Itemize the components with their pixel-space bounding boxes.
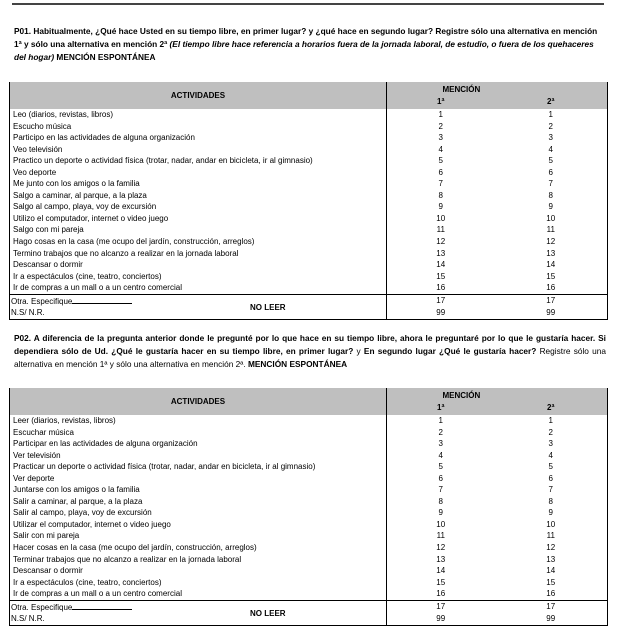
question-text: A diferencia de la pregunta anterior donde le pregunté por lo que hace en su tiempo libre, ahora le preguntaré por lo que le gustaría hacer. Si dependiera sólo de Ud. ¿Qué le gustaría hacer en su tiempo libre, en primer lugar?: [14, 333, 606, 356]
mention-second-code: 11: [495, 224, 608, 236]
table-row: [10, 530, 608, 542]
question-instruction-plain: Registre sólo una alternativa en mención 1ª y sólo una alternativa en mención 2ª.: [14, 346, 606, 369]
mention-first-code: 5: [438, 156, 443, 166]
activity-label: Salgo al campo, playa, voy de excursión: [10, 201, 387, 213]
mention-first-code: 2: [438, 427, 443, 437]
other-first-code: 17: [387, 294, 495, 307]
nsnr-second-code: 99: [495, 613, 608, 625]
mention-second-code: 14: [495, 259, 608, 271]
activity-label: Ir de compras a un mall o a un centro comercial: [10, 588, 387, 600]
activity-label: Juntarse con los amigos o la familia: [10, 484, 387, 496]
other-blank: [72, 295, 132, 304]
mention-second-code: 10: [495, 519, 608, 531]
activity-label: Veo televisión: [10, 144, 387, 156]
table-row-nsnr: [10, 613, 608, 625]
mention-second-code: 8: [495, 496, 608, 508]
activity-label: Descansar o dormir: [10, 259, 387, 271]
mention-second-code: 15: [495, 577, 608, 589]
mention-second-code: 4: [495, 450, 608, 462]
other-label: Otra. Especifique: [11, 296, 73, 306]
mention-second-code: 12: [495, 542, 608, 554]
mention-first-code: 14: [436, 260, 446, 270]
mention-second-code: 13: [495, 554, 608, 566]
mention-second-code: 2: [495, 121, 608, 133]
table-row: [10, 484, 608, 496]
mention-first-code: 9: [438, 202, 443, 212]
activity-label: Escucho música: [10, 121, 387, 133]
mention-second-code: 1: [495, 415, 608, 427]
mention-second-code: 6: [495, 473, 608, 485]
mention-first-code: 15: [436, 271, 446, 281]
no-leer-label: NO LEER: [250, 302, 286, 312]
mention-second-code: 1: [495, 109, 608, 121]
table-row: [10, 461, 608, 473]
mention-first-code: 13: [436, 248, 446, 258]
question-p01: [14, 25, 606, 64]
mention-first-code: 11: [436, 225, 445, 235]
activity-label: Ver televisión: [10, 450, 387, 462]
mention-second-code: 2: [495, 427, 608, 439]
mention-first-code: 6: [438, 167, 443, 177]
table-row: [10, 427, 608, 439]
table-row: [10, 565, 608, 577]
table-row: [10, 248, 608, 260]
header-second: 2ª: [495, 97, 608, 109]
activity-label: Practico un deporte o actividad física (trotar, nadar, andar en bicicleta, ir al gimnasio): [10, 155, 387, 167]
table-row: [10, 450, 608, 462]
activity-label: Salir con mi pareja: [10, 530, 387, 542]
activity-label: Salir a caminar, al parque, a la plaza: [10, 496, 387, 508]
no-leer-label: NO LEER: [250, 608, 286, 618]
table-row: [10, 201, 608, 213]
mention-first-code: 12: [436, 543, 446, 553]
header-activities: ACTIVIDADES: [10, 82, 387, 109]
mention-first-code: 7: [438, 179, 443, 189]
table-row: [10, 542, 608, 554]
question-instruction: MENCIÓN ESPONTÁNEA: [54, 52, 156, 62]
table-row: [10, 213, 608, 225]
table-row: [10, 155, 608, 167]
activity-label: Me junto con los amigos o la familia: [10, 178, 387, 190]
activity-label: Ir a espectáculos (cine, teatro, conciertos): [10, 271, 387, 283]
table-row: [10, 415, 608, 427]
other-second-code: 17: [495, 600, 608, 613]
header-mention: MENCIÓN: [442, 85, 481, 94]
mention-second-code: 10: [495, 213, 608, 225]
question-instruction: MENCIÓN ESPONTÁNEA: [247, 359, 348, 369]
mention-first-code: 4: [438, 450, 443, 460]
nsnr-first-code: 99: [387, 613, 495, 625]
mention-first-code: 8: [438, 496, 443, 506]
activity-label: Ver deporte: [10, 473, 387, 485]
question-note: (El tiempo libre hace referencia a horarios fuera de la jornada laboral, de estudio, o fuera de los quehaceres del hogar): [14, 39, 594, 62]
mention-second-code: 16: [495, 282, 608, 294]
activity-label: Salir al campo, playa, voy de excursión: [10, 507, 387, 519]
activity-label: Participar en las actividades de alguna organización: [10, 438, 387, 450]
other-second-code: 17: [495, 294, 608, 307]
activity-label: Ir a espectáculos (cine, teatro, conciertos): [10, 577, 387, 589]
mention-first-code: 10: [436, 213, 446, 223]
table-row: [10, 109, 608, 121]
mention-first-code: 12: [436, 237, 446, 247]
mention-first-code: 2: [438, 121, 443, 131]
mention-second-code: 9: [495, 201, 608, 213]
mention-first-code: 14: [436, 566, 446, 576]
mention-second-code: 3: [495, 132, 608, 144]
header-first: 1ª: [387, 403, 495, 415]
mention-first-code: 3: [438, 439, 443, 449]
mention-second-code: 14: [495, 565, 608, 577]
mention-second-code: 9: [495, 507, 608, 519]
table-row: [10, 496, 608, 508]
table-row-other: [10, 294, 608, 307]
table-row: [10, 554, 608, 566]
activity-label: Utilizo el computador, internet o video juego: [10, 213, 387, 225]
header-mention: MENCIÓN: [442, 391, 481, 400]
mention-second-code: 12: [495, 236, 608, 248]
other-blank: [72, 601, 132, 610]
table-row: [10, 473, 608, 485]
top-rule: [12, 3, 604, 5]
mention-first-code: 8: [438, 190, 443, 200]
table-row: [10, 144, 608, 156]
mention-second-code: 5: [495, 461, 608, 473]
table-row: [10, 178, 608, 190]
mention-second-code: 4: [495, 144, 608, 156]
mention-second-code: 13: [495, 248, 608, 260]
nsnr-second-code: 99: [495, 307, 608, 319]
mention-first-code: 15: [436, 577, 446, 587]
mention-first-code: 6: [438, 473, 443, 483]
header-first: 1ª: [387, 97, 495, 109]
table-row: [10, 121, 608, 133]
nsnr-first-code: 99: [387, 307, 495, 319]
mention-second-code: 6: [495, 167, 608, 179]
table-row: [10, 577, 608, 589]
question-connector: y: [353, 346, 364, 356]
mention-first-code: 7: [438, 485, 443, 495]
table-row: [10, 236, 608, 248]
mention-second-code: 11: [495, 530, 608, 542]
activity-label: Leer (diarios, revistas, libros): [10, 415, 387, 427]
table-row-nsnr: [10, 307, 608, 319]
question-code: P01.: [14, 26, 32, 36]
table-row-other: [10, 600, 608, 613]
activity-label: Veo deporte: [10, 167, 387, 179]
activity-label: Participo en las actividades de alguna organización: [10, 132, 387, 144]
nsnr-label: N.S/ N.R.: [11, 308, 45, 318]
question-code: P02.: [14, 333, 32, 343]
activity-label: Utilizar el computador, internet o video juego: [10, 519, 387, 531]
table-row: [10, 190, 608, 202]
table-row: [10, 259, 608, 271]
activity-label: Termino trabajos que no alcanzo a realizar en la jornada laboral: [10, 248, 387, 260]
activity-label: Hago cosas en la casa (me ocupo del jardín, construcción, arreglos): [10, 236, 387, 248]
mention-second-code: 3: [495, 438, 608, 450]
mention-second-code: 16: [495, 588, 608, 600]
mention-second-code: 5: [495, 155, 608, 167]
activity-label: Leo (diarios, revistas, libros): [10, 109, 387, 121]
table-row: [10, 167, 608, 179]
activity-label: Practicar un deporte o actividad física (trotar, nadar, andar en bicicleta, ir al gimnasio): [10, 461, 387, 473]
table-row: [10, 519, 608, 531]
mention-second-code: 8: [495, 190, 608, 202]
activity-label: Hacer cosas en la casa (me ocupo del jardín, construcción, arreglos): [10, 542, 387, 554]
mention-first-code: 3: [438, 133, 443, 143]
question-text: Habitualmente, ¿Qué hace Usted en su tiempo libre, en primer lugar? y ¿qué hace en segundo lugar? Registre sólo una alternativa en mención 1ª y sólo una alternativa en mención 2ª: [14, 26, 598, 49]
mention-second-code: 7: [495, 178, 608, 190]
nsnr-label: N.S/ N.R.: [11, 614, 45, 624]
question-p02: [14, 332, 606, 371]
table-row: [10, 224, 608, 236]
table-row: [10, 132, 608, 144]
activity-label: Salgo con mi pareja: [10, 224, 387, 236]
mention-first-code: 9: [438, 508, 443, 518]
mention-first-code: 10: [436, 519, 446, 529]
table-row: [10, 271, 608, 283]
activity-label: Salgo a caminar, al parque, a la plaza: [10, 190, 387, 202]
activity-label: Escuchar música: [10, 427, 387, 439]
activity-label: Ir de compras a un mall o a un centro comercial: [10, 282, 387, 294]
activities-table-p02: [9, 388, 608, 626]
mention-second-code: 15: [495, 271, 608, 283]
mention-first-code: 4: [438, 144, 443, 154]
activity-label: Terminar trabajos que no alcanzo a realizar en la jornada laboral: [10, 554, 387, 566]
question-text-second: En segundo lugar ¿Qué le gustaría hacer?: [363, 346, 537, 356]
table-row: [10, 588, 608, 600]
mention-first-code: 1: [438, 416, 443, 425]
mention-first-code: 11: [436, 531, 445, 541]
activity-label: Descansar o dormir: [10, 565, 387, 577]
mention-first-code: 1: [438, 110, 443, 119]
mention-first-code: 16: [387, 282, 495, 294]
mention-first-code: 5: [438, 462, 443, 472]
table-row: [10, 507, 608, 519]
other-label: Otra. Especifique: [11, 602, 73, 612]
activities-table-p01: [9, 82, 608, 320]
table-row: [10, 438, 608, 450]
header-second: 2ª: [495, 403, 608, 415]
table-row: [10, 282, 608, 294]
other-first-code: 17: [387, 600, 495, 613]
mention-first-code: 13: [436, 554, 446, 564]
header-activities: ACTIVIDADES: [10, 388, 387, 415]
mention-first-code: 16: [387, 588, 495, 600]
mention-second-code: 7: [495, 484, 608, 496]
